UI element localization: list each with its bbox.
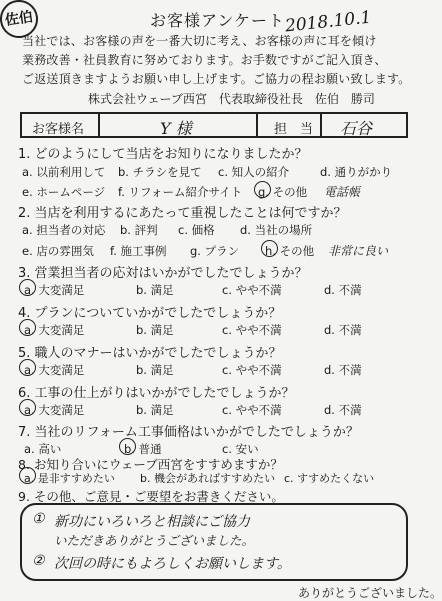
handwritten-date: 2018.10.1 — [284, 7, 373, 37]
q8-option-a: a. 是非すすめたい — [24, 472, 115, 485]
q1-option-g: g. その他 — [258, 185, 308, 199]
q4-option-d: d. 不満 — [324, 323, 362, 337]
q2-option-g: g. プラン — [190, 244, 240, 258]
q6-option-b: b. 満足 — [136, 403, 174, 417]
q2-option-h: h. その他 — [265, 244, 315, 258]
comment-number-2: ② — [32, 553, 45, 569]
q1-selection-circle — [254, 181, 271, 198]
question-5: 5. 職人のマナーはいかがでしたでしょうか？ — [18, 346, 282, 361]
customer-name-field: Y 様 — [98, 112, 258, 138]
q5-selection-circle — [19, 359, 36, 376]
q3-option-d: d. 不満 — [324, 283, 362, 297]
company-signature: 株式会社ウェーブ西宮 代表取締役社長 佐伯 勝司 — [88, 92, 375, 106]
question-3: 3. 営業担当者の応対はいかがでしたでしょうか？ — [18, 266, 308, 281]
intro-line-1: 当社では、お客様の声を一番大切に考え、お客様の声に耳を傾け — [22, 34, 377, 48]
q2-option-d: d. 当社の場所 — [240, 223, 313, 237]
comment-box — [20, 503, 408, 581]
q2-option-c: c. 価格 — [178, 223, 215, 237]
q1-other-note: 電話帳 — [324, 185, 361, 199]
question-9: 9. その他、ご意見・ご要望をお書きください。 — [18, 489, 284, 504]
question-2: 2. 当店を利用するにあたって重視したことは何ですか？ — [18, 206, 347, 221]
q1-option-f: f. リフォーム紹介サイト — [118, 185, 243, 199]
q6-option-c: c. やや不満 — [222, 403, 282, 417]
name-seal-stamp: 佐伯 — [0, 0, 40, 40]
q6-option-d: d. 不満 — [324, 403, 362, 417]
q8-option-c: c. すすめたくない — [284, 472, 375, 485]
q5-option-a: a. 大変満足 — [24, 363, 85, 377]
question-6: 6. 工事の仕上がりはいかがでしたでしょうか？ — [18, 386, 295, 401]
q4-selection-circle — [19, 319, 36, 336]
q2-selection-circle — [261, 240, 278, 257]
question-7: 7. 当社のリフォーム工事価格はいかがでしたでしょうか？ — [18, 425, 359, 440]
q1-option-d: d. 通りがかり — [320, 165, 393, 179]
q4-option-c: c. やや不満 — [222, 323, 282, 337]
q7-selection-circle — [119, 438, 136, 455]
q3-option-b: b. 満足 — [136, 283, 174, 297]
q5-option-d: d. 不満 — [324, 363, 362, 377]
q8-selection-circle — [19, 467, 36, 484]
q1-option-c: c. 知人の紹介 — [218, 165, 290, 179]
q5-option-c: c. やや不満 — [222, 363, 282, 377]
q6-selection-circle — [19, 399, 36, 416]
q8-option-b: b. 機会があればすすめたい — [140, 472, 276, 485]
question-1: 1. どのようにして当店をお知りになりましたか？ — [18, 147, 308, 162]
q4-option-a: a. 大変満足 — [24, 323, 85, 337]
intro-line-3: ご返送頂きますようお願い申し上げます。ご協力の程お願い致します。 — [22, 72, 411, 86]
q2-other-note: 非常に良い — [328, 244, 389, 258]
comment-line-2: いただきありがとうございました。 — [54, 533, 255, 548]
customer-label-box: お客様名 — [20, 112, 100, 138]
survey-title: お客様アンケート — [150, 11, 286, 30]
q6-option-a: a. 大変満足 — [24, 403, 85, 417]
q3-option-c: c. やや不満 — [222, 283, 282, 297]
q3-selection-circle — [19, 279, 36, 296]
q2-option-b: b. 評判 — [120, 223, 158, 237]
q5-option-b: b. 満足 — [136, 363, 174, 377]
q7-option-a: a. 高い — [24, 442, 62, 456]
comment-number-1: ① — [32, 511, 45, 527]
q1-option-b: b. チラシを見て — [118, 165, 202, 179]
question-4: 4. プランについていかがでしたでしょうか？ — [18, 306, 282, 321]
q3-option-a: a. 大変満足 — [24, 283, 85, 297]
q7-option-b: b. 普通 — [124, 442, 162, 456]
staff-name-field: 石谷 — [320, 112, 408, 138]
comment-line-1: 新功にいろいろと相談にご協力 — [54, 514, 250, 530]
thank-you-note: ありがとうございました。 — [298, 586, 442, 600]
q4-option-b: b. 満足 — [136, 323, 174, 337]
q1-option-e: e. ホームページ — [22, 185, 106, 199]
q2-option-a: a. 担当者の対応 — [22, 223, 106, 237]
q7-option-c: c. 安い — [222, 442, 259, 456]
q2-option-e: e. 店の雰囲気 — [22, 244, 94, 258]
q1-option-a: a. 以前利用して — [22, 165, 106, 179]
comment-line-3: 次回の時にもよろしくお願いします。 — [54, 556, 291, 572]
intro-line-2: 業務改善・社員教育に努めております。お手数ですがご記入頂き、 — [22, 53, 387, 67]
staff-label-box: 担 当 — [256, 112, 322, 138]
q2-option-f: f. 施工事例 — [110, 244, 167, 258]
question-8: 8. お知り合いにウェーブ西宮をすすめますか？ — [18, 457, 283, 472]
